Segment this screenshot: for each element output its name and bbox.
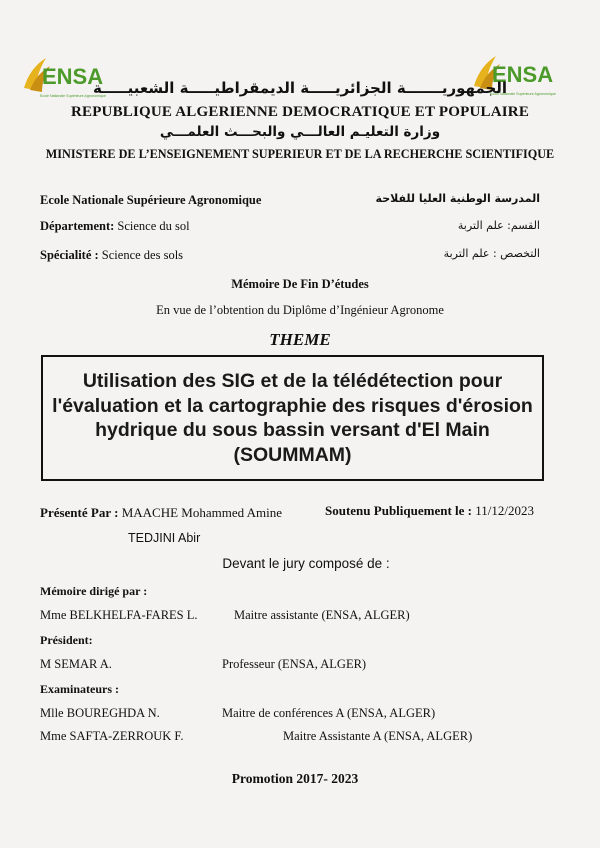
- theme-line: l'évaluation et la cartographie des risques d'érosion: [52, 394, 533, 417]
- speciality-label: Spécialité :: [40, 248, 99, 262]
- president-name: M SEMAR A.: [40, 657, 112, 671]
- school-name: Ecole Nationale Supérieure Agronomique: [40, 193, 262, 207]
- promotion: Promotion 2017- 2023: [231, 771, 359, 786]
- theme-title: [52, 369, 533, 467]
- speciality-line: [40, 248, 183, 263]
- speciality-arabic: التخصص : علم التربة: [443, 247, 540, 260]
- theme-title-box: [41, 355, 544, 481]
- director-title: Maitre assistante (ENSA, ALGER): [234, 608, 410, 622]
- theme-label: THEME: [269, 330, 331, 349]
- department-arabic: القسم: علم التربة: [457, 219, 540, 232]
- examiner-2-name: Mme SAFTA-ZERROUK F.: [40, 729, 184, 743]
- logo-subtitle: Ecole Nationale Supérieure Agronomique: [490, 92, 556, 96]
- theme-line: (SOUMMAM): [233, 443, 352, 466]
- speciality-value: Science des sols: [98, 248, 184, 262]
- logo-subtitle: Ecole Nationale Supérieure Agronomique: [40, 94, 106, 98]
- defended-label: Soutenu Publiquement le :: [325, 503, 472, 518]
- examiners-label: Examinateurs :: [40, 682, 119, 696]
- presented-by-line: [40, 505, 282, 521]
- logo-text: ENSA: [42, 64, 104, 89]
- theme-line: hydrique du sous bassin versant d'El Main: [95, 419, 490, 441]
- director-label: Mémoire dirigé par :: [40, 584, 148, 598]
- department-value: Science du sol: [114, 219, 190, 233]
- president-label: Président:: [40, 633, 93, 647]
- director-name: Mme BELKHELFA-FARES L.: [40, 608, 198, 622]
- department-line: [40, 219, 190, 234]
- memoire-subtitle: En vue de l’obtention du Diplôme d’Ingénieur Agronome: [156, 303, 444, 317]
- republic-title: REPUBLIQUE ALGERIENNE DEMOCRATIQUE ET POPULAIRE: [70, 104, 530, 120]
- memoire-title: Mémoire De Fin D’études: [231, 277, 369, 291]
- theme-line: Utilisation des SIG et de la télédétection pour: [82, 370, 503, 392]
- arabic-republic-title: الجمهوريـــــــة الجزائريـــــة الديمقراطيـــــة الشعبيـــــة: [92, 79, 508, 97]
- author-1: MAACHE Mohammed Amine: [118, 505, 283, 520]
- defense-date-line: [325, 503, 534, 519]
- presented-label: Présenté Par :: [40, 505, 119, 520]
- examiner-2-title: Maitre Assistante A (ENSA, ALGER): [283, 729, 473, 743]
- examiner-1-name: Mlle BOUREGHDA N.: [40, 706, 160, 720]
- defended-date: 11/12/2023: [472, 503, 534, 518]
- ministry-title: MINISTERE DE L’ENSEIGNEMENT SUPERIEUR ET DE LA RECHERCHE SCIENTIFIQUE: [45, 147, 555, 161]
- author-2: TEDJINI Abir: [128, 531, 201, 545]
- president-title: Professeur (ENSA, ALGER): [222, 657, 367, 671]
- arabic-ministry-title: وزارة التعليـم العالـــي والبحـــث العلمـــي: [159, 124, 441, 140]
- school-name-arabic: المدرسة الوطنية العليا للفلاحة: [375, 192, 540, 205]
- department-label: Département:: [40, 219, 115, 233]
- jury-intro: Devant le jury composé de :: [222, 556, 390, 571]
- logo-text: ENSA: [492, 62, 554, 87]
- examiner-1-title: Maitre de conférences A (ENSA, ALGER): [222, 706, 436, 720]
